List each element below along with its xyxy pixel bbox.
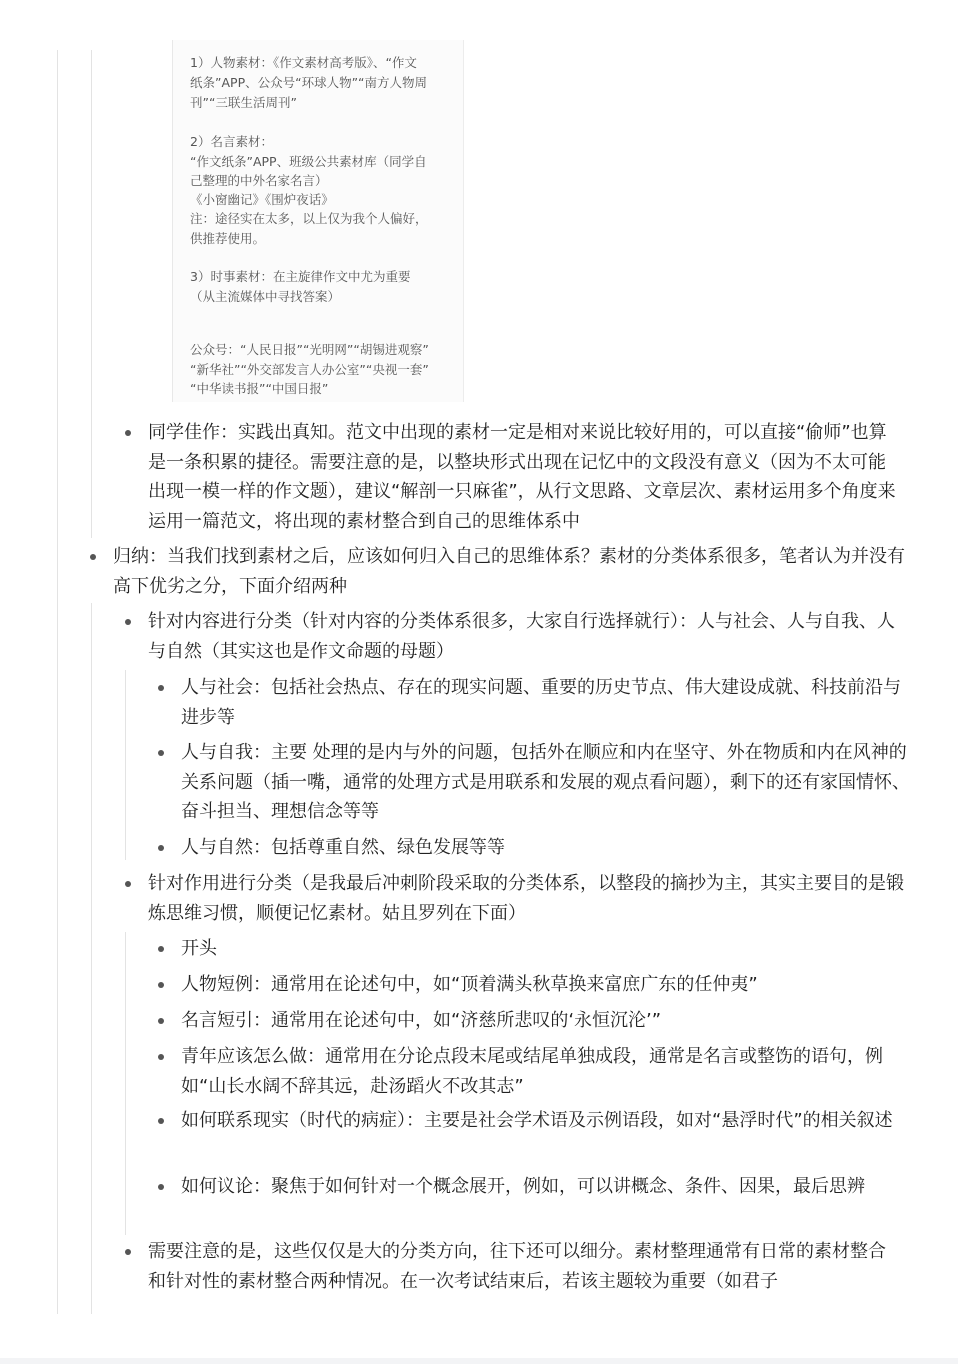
bullet-icon — [158, 946, 164, 952]
list-item-text: 如何联系现实（时代的病症）：主要是社会学术语及示例语段，如对“悬浮时代”的相关叙述 — [181, 1110, 893, 1131]
list-item — [148, 418, 898, 536]
image-text-line: 2）名言素材： — [190, 134, 273, 149]
image-text-line: （从主流媒体中寻找答案） — [190, 289, 341, 304]
bullet-icon — [125, 619, 131, 625]
list-item-text: 针对作用进行分类（是我最后冲刺阶段采取的分类体系，以整段的摘抄为主，其实主要目的是锻炼思维习惯，顺便记忆素材。姑且罗列在下面） — [148, 873, 904, 924]
bullet-icon — [158, 750, 164, 756]
outline-guide-root — [57, 50, 58, 1314]
list-item — [181, 738, 916, 827]
embedded-notes-image — [172, 40, 464, 402]
bullet-icon — [125, 881, 131, 887]
page-bottom-edge — [0, 1358, 958, 1364]
bullet-icon — [125, 1249, 131, 1255]
image-text-line: 注：途径实在太多，以上仅为我个人偏好， — [190, 211, 428, 226]
list-item-text: 名言短引：通常用在论述句中，如“济慈所悲叹的‘永恒沉沦’” — [181, 1010, 662, 1031]
outline-guide-level1 — [91, 50, 92, 538]
image-text-line: “新华社”“外交部发言人办公室”“央视一套” — [190, 362, 429, 377]
list-item — [148, 1237, 903, 1296]
bullet-icon — [158, 845, 164, 851]
list-item-text: 人物短例：通常用在论述句中，如“顶着满头秋草换来富庶广东的任仲夷” — [181, 974, 758, 995]
list-item-text: 人与自我：主要 处理的是内与外的问题，包括外在顺应和内在坚守、外在物质和内在风神的关系问题（插一嘴，通常的处理方式是用联系和发展的观点看问题），剩下的还有家国情怀、奋斗担当、理想信念等等 — [181, 742, 910, 822]
list-item — [113, 542, 908, 601]
image-text-line: “中华读书报”“中国日报” — [190, 381, 329, 396]
bullet-icon — [125, 430, 131, 436]
bullet-icon — [158, 685, 164, 691]
outline-guide-level2 — [125, 670, 126, 860]
outline-guide-level1 — [91, 603, 92, 1314]
list-item — [181, 833, 916, 863]
outline-guide-level2 — [125, 932, 126, 1235]
list-item — [148, 869, 908, 928]
image-text-line: 公众号：“人民日报”“光明网”“胡锡进观察” — [190, 342, 429, 357]
image-text-line: 《小窗幽记》《围炉夜话》 — [190, 192, 334, 207]
list-item-text: 归纳：当我们找到素材之后，应该如何归入自己的思维体系？素材的分类体系很多，笔者认为并没有高下优劣之分，下面介绍两种 — [113, 546, 905, 597]
image-text-line: 1）人物素材：《作文素材高考版》、“作文 — [190, 55, 417, 70]
list-item-text: 青年应该怎么做：通常用在分论点段末尾或结尾单独成段，通常是名言或整饬的语句，例如“山长水阔不辞其远，赴汤蹈火不改其志” — [181, 1046, 883, 1097]
list-item-text: 需要注意的是，这些仅仅是大的分类方向，往下还可以细分。素材整理通常有日常的素材整合和针对性的素材整合两种情况。在一次考试结束后，若该主题较为重要（如君子 — [148, 1241, 886, 1292]
image-text-line: 供推荐使用。 — [190, 231, 266, 246]
bullet-icon — [158, 1018, 164, 1024]
bullet-icon — [90, 554, 96, 560]
bullet-icon — [158, 1184, 164, 1190]
image-text-line: 纸条”APP、公众号“环球人物”“南方人物周 — [190, 75, 428, 90]
list-item — [181, 1106, 916, 1136]
image-text-line: “作文纸条”APP、班级公共素材库（同学自 — [190, 154, 427, 169]
list-item — [181, 934, 916, 964]
list-item — [181, 1042, 916, 1101]
list-item — [148, 607, 900, 666]
list-item — [181, 970, 916, 1000]
image-text-line: 己整理的中外名家名言） — [190, 173, 328, 188]
list-item-text: 开头 — [181, 938, 217, 959]
list-item-text: 人与社会：包括社会热点、存在的现实问题、重要的历史节点、伟大建设成就、科技前沿与进步等 — [181, 677, 901, 728]
list-item-text: 人与自然：包括尊重自然、绿色发展等等 — [181, 837, 505, 858]
image-text-line: 3）时事素材：在主旋律作文中尤为重要 — [190, 269, 411, 284]
list-item — [181, 673, 916, 732]
bullet-icon — [158, 1054, 164, 1060]
image-text-line: 刊”“三联生活周刊” — [190, 95, 297, 110]
list-item-text: 针对内容进行分类（针对内容的分类体系很多，大家自行选择就行）：人与社会、人与自我、人与自然（其实这也是作文命题的母题） — [148, 611, 895, 662]
list-item — [181, 1172, 916, 1202]
list-item-text: 同学佳作：实践出真知。范文中出现的素材一定是相对来说比较好用的，可以直接“偷师”也算是一条积累的捷径。需要注意的是，以整块形式出现在记忆中的文段没有意义（因为不太可能出现一模一样的作文题），建议“解剖一只麻雀”，从行文思路、文章层次、素材运用多个角度来运用一篇范文，将出现的素材整合到自己的思维体系中 — [148, 422, 896, 532]
list-item — [181, 1006, 916, 1036]
bullet-icon — [158, 982, 164, 988]
list-item-text: 如何议论：聚焦于如何针对一个概念展开，例如，可以讲概念、条件、因果，最后思辨 — [181, 1176, 865, 1197]
bullet-icon — [158, 1118, 164, 1124]
